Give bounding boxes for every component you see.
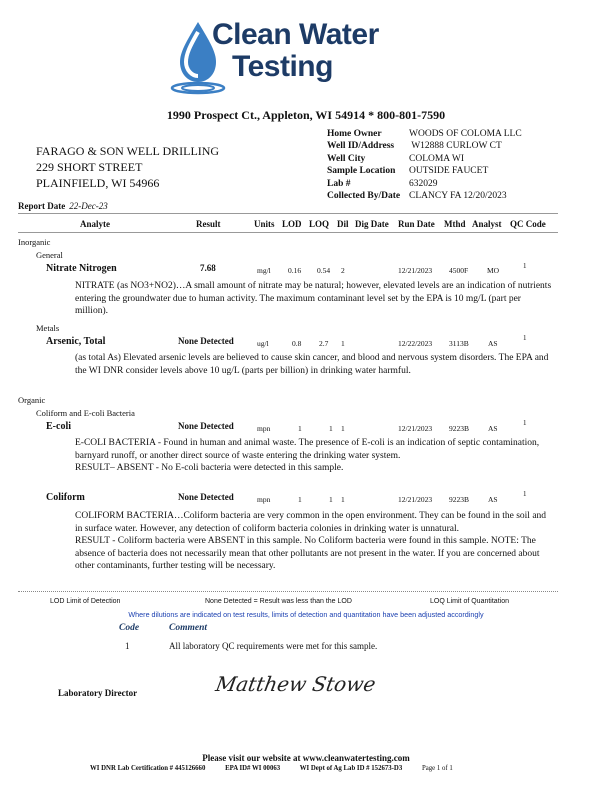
dil: 1 bbox=[341, 424, 345, 433]
category-organic: Organic bbox=[18, 395, 46, 405]
meta-row bbox=[327, 128, 522, 140]
qc-code-header: Code bbox=[119, 623, 140, 633]
epa-id: EPA ID# WI 00063 bbox=[225, 765, 281, 772]
loq: 1 bbox=[329, 495, 333, 504]
analyst: AS bbox=[488, 424, 498, 433]
footnote-nd: None Detected = Result was less than the LOD bbox=[205, 598, 352, 605]
footer-certifications bbox=[90, 765, 471, 772]
units: mg/l bbox=[257, 266, 271, 275]
lod: 1 bbox=[298, 495, 302, 504]
meta-row bbox=[327, 140, 522, 152]
divider bbox=[18, 213, 558, 214]
subcategory-general: General bbox=[36, 250, 63, 260]
logo-text-line2: Testing bbox=[232, 50, 333, 83]
meta-label: Well ID/Address bbox=[327, 141, 395, 152]
client-city: PLAINFIELD, WI 54966 bbox=[36, 176, 160, 190]
lod: 1 bbox=[298, 424, 302, 433]
dil: 2 bbox=[341, 266, 345, 275]
units: mpn bbox=[257, 495, 271, 504]
meta-label: Sample Location bbox=[327, 166, 396, 177]
col-qc-code: QC Code bbox=[510, 219, 546, 229]
col-loq: LOQ bbox=[309, 219, 330, 229]
qc-comment-header: Comment bbox=[169, 623, 208, 633]
divider bbox=[18, 232, 558, 233]
analyst: MO bbox=[487, 266, 500, 275]
col-dil: Dil bbox=[337, 219, 349, 229]
col-analyte: Analyte bbox=[80, 219, 110, 229]
report-date-value: 22-Dec-23 bbox=[69, 201, 108, 211]
qc-code: 1 bbox=[523, 334, 527, 342]
analyst: AS bbox=[488, 495, 498, 504]
analyte-description bbox=[75, 280, 555, 318]
loq: 2.7 bbox=[319, 339, 329, 348]
dil: 1 bbox=[341, 495, 345, 504]
analyte-name: Nitrate Nitrogen bbox=[46, 263, 117, 274]
qc-code: 1 bbox=[523, 419, 527, 427]
result-value: 7.68 bbox=[200, 263, 216, 273]
divider bbox=[18, 591, 558, 592]
meta-value: 632029 bbox=[409, 178, 438, 189]
category-inorganic: Inorganic bbox=[18, 237, 51, 247]
result-value: None Detected bbox=[178, 492, 234, 502]
result-value: None Detected bbox=[178, 421, 234, 431]
description-result: RESULT - Coliform bacteria were ABSENT in this sample. No Coliform bacteria were found in this sample. NOTE: The absence of bacteria does not necessarily mean that other pollutants are not present in the water. If you are concerned about other contaminants, further testing will be necessary. bbox=[75, 536, 540, 572]
meta-value: WOODS OF COLOMA LLC bbox=[409, 129, 522, 139]
method: 9223B bbox=[449, 495, 470, 504]
lab-logo bbox=[168, 18, 388, 96]
run-date: 12/21/2023 bbox=[398, 424, 433, 433]
meta-label: Collected By/Date bbox=[327, 191, 401, 202]
client-block bbox=[36, 143, 219, 191]
qc-code: 1 bbox=[523, 490, 527, 498]
analyte-name: E-coli bbox=[46, 421, 71, 432]
description-text: E-COLI BACTERIA - Found in human and animal waste. The presence of E-coli is an indication of septic contamination, barnyard runoff, or another direct source of waste entering the drinking water system. bbox=[75, 438, 540, 461]
qc-comment: All laboratory QC requirements were met for this sample. bbox=[169, 641, 378, 651]
col-dig-date: Dig Date bbox=[355, 219, 389, 229]
description-result: RESULT– ABSENT - No E-coli bacteria were detected in this sample. bbox=[75, 463, 344, 474]
meta-value: OUTSIDE FAUCET bbox=[409, 166, 489, 177]
analyte-description bbox=[75, 352, 555, 377]
footnote-lod: LOD Limit of Detection bbox=[50, 598, 121, 605]
units: ug/l bbox=[257, 339, 269, 348]
col-result: Result bbox=[196, 219, 221, 229]
meta-row bbox=[327, 153, 522, 165]
meta-row bbox=[327, 165, 522, 177]
analyst: AS bbox=[488, 339, 498, 348]
meta-label: Lab # bbox=[327, 178, 351, 189]
col-analyst: Analyst bbox=[472, 219, 502, 229]
description-text: NITRATE (as NO3+NO2)…A small amount of nitrate may be natural; however, elevated levels are an indication of nutrients entering the groundwater due to human activity. The maximum contaminant level set by the EPA is 10 mg/L (part per million). bbox=[75, 281, 552, 317]
meta-row bbox=[327, 190, 522, 202]
sample-meta bbox=[327, 128, 522, 202]
meta-value: COLOMA WI bbox=[409, 153, 464, 164]
description-text: COLIFORM BACTERIA…Coliform bacteria are very common in the open environment. They can be found in the soil and in surface water. However, any detection of coliform bacteria colonies in drinking water is unnatural. bbox=[75, 511, 547, 534]
report-date-label: Report Date bbox=[18, 201, 66, 211]
meta-value: CLANCY FA 12/20/2023 bbox=[409, 191, 507, 202]
client-street: 229 SHORT STREET bbox=[36, 160, 143, 174]
analyte-name: Arsenic, Total bbox=[46, 336, 106, 347]
lod: 0.8 bbox=[292, 339, 302, 348]
dnr-cert: WI DNR Lab Certification # 445126660 bbox=[90, 765, 206, 772]
run-date: 12/21/2023 bbox=[398, 266, 433, 275]
subcategory-coliform: Coliform and E-coli Bacteria bbox=[36, 408, 135, 418]
run-date: 12/22/2023 bbox=[398, 339, 433, 348]
footnote-loq: LOQ Limit of Quantitation bbox=[430, 598, 509, 605]
ag-lab-id: WI Dept of Ag Lab ID # 152673-D3 bbox=[299, 765, 403, 772]
analyte-description bbox=[75, 437, 555, 475]
qc-code: 1 bbox=[523, 262, 527, 270]
col-mthd: Mthd bbox=[444, 219, 466, 229]
loq: 0.54 bbox=[317, 266, 331, 275]
client-name: FARAGO & SON WELL DRILLING bbox=[36, 144, 220, 158]
meta-row bbox=[327, 178, 522, 190]
method: 3113B bbox=[449, 339, 469, 348]
col-lod: LOD bbox=[282, 219, 302, 229]
col-units: Units bbox=[254, 219, 275, 229]
col-run-date: Run Date bbox=[398, 219, 435, 229]
page-number: Page 1 of 1 bbox=[421, 765, 453, 772]
meta-value: W12888 CURLOW CT bbox=[409, 141, 502, 152]
subcategory-metals: Metals bbox=[36, 323, 60, 333]
loq: 1 bbox=[329, 424, 333, 433]
footer-website: Please visit our website at www.cleanwatertesting.com bbox=[202, 753, 410, 763]
analyte-description bbox=[75, 510, 555, 573]
description-text: (as total As) Elevated arsenic levels are believed to cause skin cancer, and blood and nervous system disorders. The EPA and the WI DNR consider levels above 10 ug/L (parts per billion) in drinking water harmful. bbox=[75, 353, 549, 376]
analyte-name: Coliform bbox=[46, 492, 85, 503]
dil: 1 bbox=[341, 339, 345, 348]
logo-text-line1: Clean Water bbox=[212, 18, 379, 51]
signature-label: Laboratory Director bbox=[58, 688, 138, 698]
method: 4500F bbox=[449, 266, 469, 275]
signature: Matthew Stowe bbox=[213, 672, 378, 696]
units: mpn bbox=[257, 424, 271, 433]
qc-code-value: 1 bbox=[125, 641, 130, 651]
lod: 0.16 bbox=[288, 266, 302, 275]
result-value: None Detected bbox=[178, 336, 234, 346]
meta-label: Well City bbox=[327, 153, 366, 164]
dilution-note: Where dilutions are indicated on test results, limits of detection and quantitation have been adjusted accordingly bbox=[128, 610, 484, 619]
meta-label: Home Owner bbox=[327, 129, 382, 139]
report-date bbox=[18, 201, 108, 211]
run-date: 12/21/2023 bbox=[398, 495, 433, 504]
method: 9223B bbox=[449, 424, 470, 433]
lab-address: 1990 Prospect Ct., Appleton, WI 54914 * 800-801-7590 bbox=[166, 108, 446, 122]
